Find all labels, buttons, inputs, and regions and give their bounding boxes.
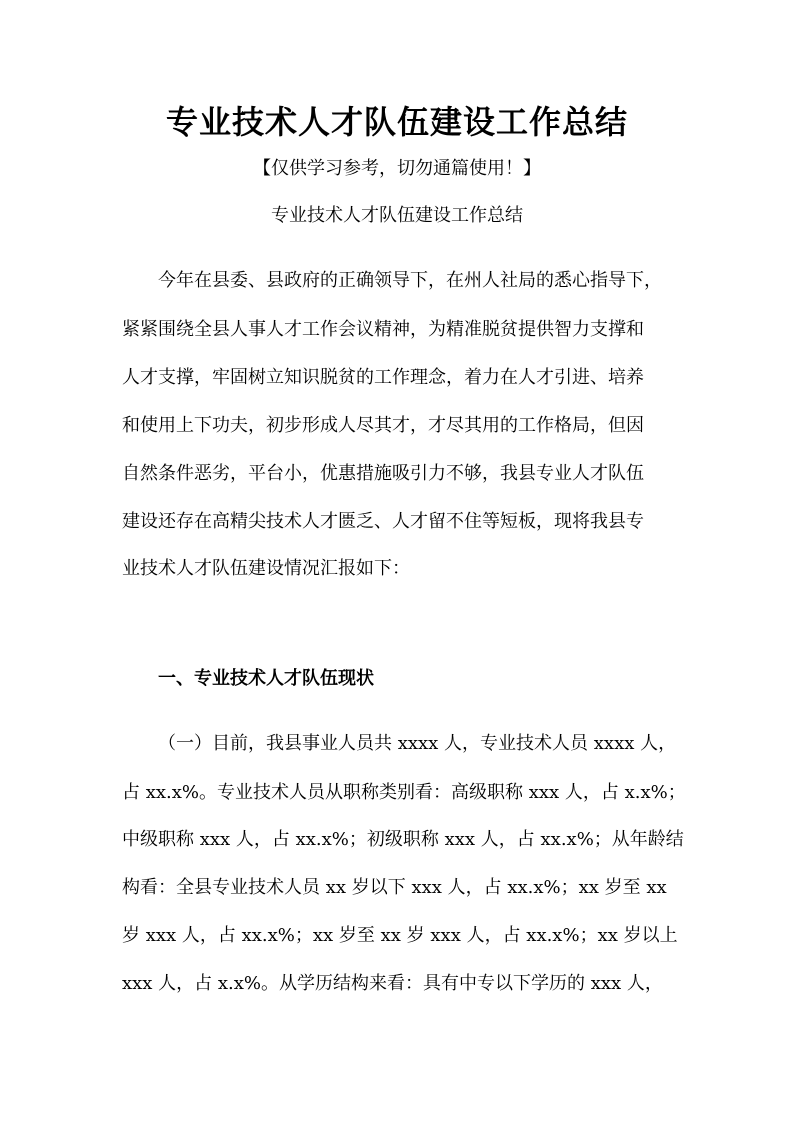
paragraph2-line-3: 中级职称 xxx 人，占 xx.x%；初级职称 xxx 人，占 xx.x%；从年龄结 [122, 829, 684, 850]
paragraph1-line-4: 和使用上下功夫，初步形成人尽其才，才尽其用的工作格局，但因 [122, 415, 644, 436]
usage-note: 【仅供学习参考，切勿通篇使用！】 [253, 158, 541, 179]
paragraph1-line-3: 人才支撑，牢固树立知识脱贫的工作理念，着力在人才引进、培养 [122, 367, 644, 388]
paragraph1-line-6: 建设还存在高精尖技术人才匮乏、人才留不住等短板，现将我县专 [122, 511, 644, 532]
paragraph2-line-5: 岁 xxx 人，占 xx.x%；xx 岁至 xx 岁 xxx 人，占 xx.x%；xx 岁以上 [122, 925, 678, 946]
paragraph1-line-5: 自然条件恶劣，平台小，优惠措施吸引力不够，我县专业人才队伍 [122, 463, 644, 484]
paragraph1-line-7: 业技术人才队伍建设情况汇报如下： [122, 558, 410, 579]
document-subtitle: 专业技术人才队伍建设工作总结 [271, 205, 523, 226]
section-heading: 一、专业技术人才队伍现状 [158, 668, 374, 689]
paragraph2-line-6: xxx 人，占 x.x%。从学历结构来看：具有中专以下学历的 xxx 人， [122, 973, 663, 994]
paragraph2-line-4: 构看：全县专业技术人员 xx 岁以下 xxx 人，占 xx.x%；xx 岁至 xx [122, 877, 667, 898]
paragraph2-line-2: 占 xx.x%。专业技术人员从职称类别看：高级职称 xxx 人，占 x.x%； [122, 782, 686, 803]
document-title: 专业技术人才队伍建设工作总结 [165, 103, 628, 141]
paragraph1-line-2: 紧紧围绕全县人事人才工作会议精神，为精准脱贫提供智力支撑和 [122, 319, 644, 340]
paragraph1-line-1: 今年在县委、县政府的正确领导下，在州人社局的悉心指导下， [158, 270, 662, 291]
paragraph2-line-1: （一）目前，我县事业人员共 xxxx 人，专业技术人员 xxxx 人， [158, 733, 677, 754]
